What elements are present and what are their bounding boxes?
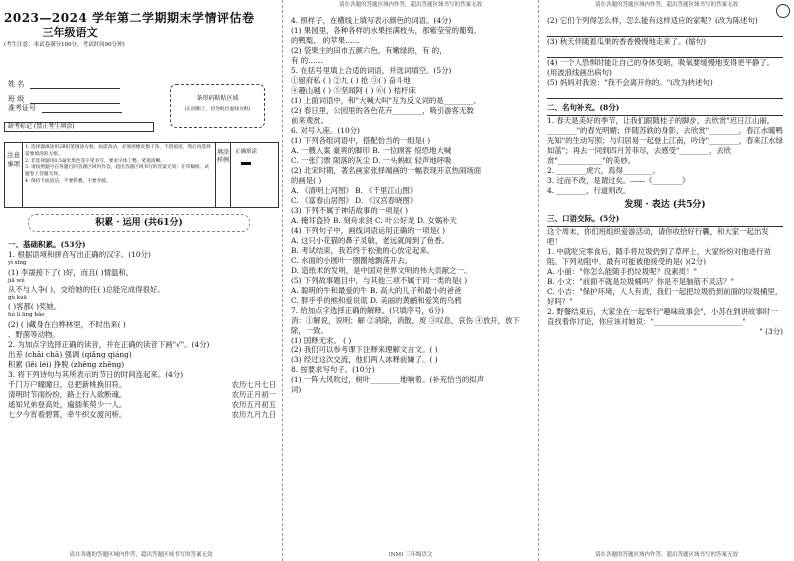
id-field[interactable]: [8, 104, 122, 113]
q1-line: (2) ( )藏身在白桦林里，不时出来( ): [8, 319, 126, 329]
q6-option: D. 造纸术的发明，是中国对世界文明的伟大贡献之一。: [291, 265, 472, 275]
q6-sub: (2) 北宋时期，著名画家张择端画的一幅表现开京热闹场面: [291, 165, 482, 175]
question-3: 3. 将下列诗句与其所表示的节日的时间连起来。(4分): [8, 369, 184, 379]
answer-line[interactable]: [547, 88, 783, 99]
q3-date: 农历正月初一: [231, 389, 276, 399]
barcode-label: 条形码粘贴区域: [196, 95, 239, 102]
section-2-heading: 二、名句补充。(8分): [547, 103, 783, 116]
q6-option: C. 水面的小圆叶一圈圈地飘荡开去。: [291, 255, 412, 265]
missing-exam-mark: 缺考标记 (禁止考生填涂): [4, 122, 154, 132]
filled-mark-icon: [241, 162, 251, 165]
q7-item: (2) 我们可以参考课下注释来理解文言文。( ): [291, 345, 438, 355]
q5-sub: (2) 春日里，公园里的各色花卉________，吸引游客无数: [291, 105, 474, 115]
q7-item: (1) 国释无求。 ( ): [291, 335, 352, 345]
rule-item: 3. 请按照题号在各题目的答题区域内作答，超出答题区域书写的答案无效；在草稿纸、试题卷上答题无效。: [25, 165, 210, 178]
question-4: 4. 照样子，在横线上填写表示颜色的词语。(4分): [291, 16, 452, 25]
q8-sub: 词): [291, 385, 302, 395]
q6-sub: (3) 下列不属于神话故事的一项是( ): [291, 205, 409, 215]
pinyin-line: hú lì líng hǎo: [8, 312, 45, 319]
q6-option: C. 胖乎乎的熊和爱说谎 D. 美丽的黄鹂和爱笑的乌鸦: [291, 295, 462, 305]
oral-heading: 三、口语交际。(5分): [547, 214, 783, 227]
question-6: 6. 对号入座。(10分): [291, 125, 360, 135]
oral-q1: 1. 中就吃完零食后，随手将垃圾扔到了草坪上，大家纷纷对他进行劝阻。下列劝阻中，最有可能被他接受的是( )(2分): [547, 247, 771, 267]
q4-line: 有 的……: [291, 55, 323, 65]
q3-row: [8, 410, 276, 420]
left-questions: [8, 240, 276, 420]
pinyin-line: gù kuā: [8, 294, 27, 301]
q5-sub: (1) 上面词语中，和"大喊大叫"互为反义词的是________。: [291, 95, 481, 105]
rules-label: 注意事项: [5, 143, 23, 207]
q5-sub: 前来观赏。: [291, 115, 328, 125]
rule-item: 4. 保持卡面清洁，不要折叠，不要弄破。: [25, 179, 111, 185]
q4-line: (1) 果园里，各种各样的水果挂满枝头，那紫莹莹的葡萄、: [291, 25, 482, 35]
oral-score: " (3分): [759, 327, 783, 337]
q2-items: 出差 (chāi chā) 强调 (qiǎng qiáng): [8, 349, 132, 359]
q8-sub: (3) 秋天伴随着瓜果的香香慢慢地走来了。(缩句): [547, 36, 707, 46]
oral-option: B. 小文："前面不就是垃圾桶吗？你是不是脑筋不灵活？": [547, 277, 734, 287]
q7-item: (3) 经过这次交流，他们两人冰释前嫌了。( ): [291, 355, 438, 365]
q8-sub: (1) 一阵大风吹过，树叶________地响着。(补充恰当的拟声: [291, 375, 485, 385]
fill-sample-label: 填涂样例: [215, 143, 231, 207]
rules-box: [4, 142, 279, 208]
q3-poem: 清明时节雨纷纷，路上行人欲断魂。: [8, 389, 127, 399]
q9-sub: 2. ________虎穴，焉得________。: [547, 165, 660, 175]
q3-row: [8, 400, 276, 410]
q3-date: 农历九月九日: [231, 409, 276, 419]
q3-date: 农历五月初五: [231, 399, 276, 409]
left-column: [0, 0, 283, 561]
pinyin-line: jiā wǔ: [8, 277, 25, 284]
answer-line[interactable]: [547, 47, 783, 58]
q9-sub: 1. 春天是美好的季节，让我们跟随桂子的脚步，去欣赏"迟日江山丽，________"的春光明媚；伴随苏轶的身影，去欣赏"________，春江水暖鸭先知"的生动写照；与归居易一起登上江南，吟诗"________，春来江水绿如蓝"；再去一同到四月芳菲尽，去感受"________，去欣赏"____________"的美妙。: [547, 116, 783, 165]
barcode-note: (正面朝上，切勿贴出虚线方框): [184, 107, 251, 113]
q3-row: [8, 390, 276, 400]
q9-sub: 4. ________，行道则改。: [547, 185, 631, 195]
section-banner-2: 发现 · 表达 (共5分): [624, 199, 706, 210]
question-5: 5. 在括号里填上合适的词语，并选词填空。(5分): [291, 65, 452, 75]
q3-row: [8, 380, 276, 390]
q1-line: (1) 李晟接下了( )好，而且( )情温和，: [8, 267, 134, 277]
right-questions: [547, 16, 783, 337]
q6-sub: (4) 下列句子中，画线词语运用正确的一项是( ): [291, 225, 445, 235]
q3-poem: 遥知兄弟登高处，遍插茱萸少一人。: [8, 399, 127, 409]
q8-sub: (4) 一个人恐惧时能让自己的身体变暗，吸氧要缓慢地变得更平静了。(用波浪线画出病句): [547, 57, 775, 77]
q1-line: 从不与人争( )，交给她的任( )总能完成得很好。: [8, 284, 165, 294]
exam-subtitle: 三年级语文: [42, 26, 98, 39]
q6-sub: (5) 下列故事题目中，与其他三项不属于同一类的是( ): [291, 275, 468, 285]
q4-line: 的鸭梨、 的苹果……: [291, 35, 360, 45]
question-7: 7. 给加点字选择正确的解释。(只填序号，6分): [291, 305, 444, 315]
q7-options: 消：①解说，说明；解 ②消除，消散，废 ③叹息，哀伤 ④放开，放下: [291, 315, 520, 325]
name-field[interactable]: [8, 80, 120, 89]
basic-heading: 一、基础积累。(53分): [8, 240, 86, 249]
rule-item: 2. 非选择题用0.5毫米黑色签字笔书写，要求字体工整、笔迹清晰。: [25, 158, 165, 164]
q6-option: C. 《富春山居图》 D. 《汉宫春晓图》: [291, 195, 418, 205]
q7-options: 除，一致。: [291, 325, 328, 335]
q6-option: A. 聪明的牛和最爱的牛 B. 高大的儿子和最小的爸爸: [291, 285, 462, 295]
rules-text: [25, 145, 213, 186]
q3-poem: 七夕今宵看碧霄，牵牛织女渡河桥。: [8, 409, 127, 419]
oral-option: A. 小丽："你怎么能随手扔垃圾呢？没素质！": [547, 267, 697, 277]
middle-column: [283, 0, 539, 561]
fill-correct-label: 正确填涂: [235, 149, 258, 155]
q2-items: 积累 (lěi léi) 挣脱 (zhèng zhēng): [8, 359, 125, 369]
q1-line: ( )客都( )奖她。: [8, 302, 62, 312]
header-notice-right: 请在各题的答题区域内作答，超出答题区域书写的答案无效: [594, 2, 738, 8]
q1-line: 、野菌等动物。: [8, 329, 60, 339]
oral-intro: 这个周末，你们班组织爱游活动，请你收拾好行囊，和大家一起出发吧！: [547, 227, 769, 247]
q6-option: A. 这只小花猫的鼻子灵敏，老远就闻到了鱼香。: [291, 235, 449, 245]
q4-line: (2) 袋果主的田市五颜六色，有嫩绿的，有 的，: [291, 45, 447, 55]
exam-title: 2023—2024 学年第二学期期末学情评估卷: [4, 11, 255, 25]
q6-sub: (1) 下列各组词语中，搭配恰当的一组是( ): [291, 135, 431, 145]
question-8: 8. 按要求写句子。(10分): [291, 365, 375, 375]
footer-notice-right: 请在各题的答题区域内作答，超出答题区域书写的答案无效: [594, 551, 738, 558]
right-column: [539, 0, 794, 561]
q6-option: A. 掩耳盗铃 B. 刻舟求剑 C. 叶公好龙 D. 女娲补天: [291, 215, 457, 225]
q6-option: A. 一艘入案 豪爽的脚印 B. 一位顾客 惊恐地大喊: [291, 145, 452, 155]
header-notice-middle: 请在各题的答题区域内作答，超出答题区域书写的答案无效: [338, 2, 482, 8]
question-1: 1. 根据语境和拼音写出正确的汉字。(10分): [8, 250, 151, 260]
section-banner-1: 积累 · 运用 (共61分): [28, 214, 250, 232]
question-2: 2. 为加点字选择正确的读音，并在正确的读音下画"√"。(4分): [8, 339, 210, 349]
q6-option: B. 考试结束，我若终于松弛的心放定起来。: [291, 245, 435, 255]
rule-item: 1. 选择题填涂用2B铅笔填涂方框，如需改动，必须用橡皮擦干净，不留痕迹，然后再选择需要填涂的方框。: [25, 145, 211, 157]
q6-option: C. 一张门票 陨落的灰尘 D. 一头蚂蚁 轻声地呼吸: [291, 155, 452, 165]
q3-date: 农历七月七日: [231, 379, 276, 389]
barcode-area: [170, 84, 265, 128]
q3-poem: 千门万户曈曈日，总把新桃换旧符。: [8, 379, 127, 389]
pinyin-line: yì xīng: [8, 260, 27, 267]
footer-notice-left: 请在各题的答题区域内作答，超出答题区域书写的答案无效: [69, 551, 213, 558]
q5-row: ④趣山越 ( ) ⑤坚闻阿 ( ) ⑥( ) 桔杆床: [291, 85, 416, 95]
class-label: 班 级: [8, 95, 25, 103]
q8-sub: (5) 妈妈对我说："我不会离开你的。"(改为转述句): [547, 77, 713, 87]
id-label: 准考证号: [8, 104, 36, 112]
name-label: 姓 名: [8, 80, 25, 88]
q8-sub: (2) 它们个列得怎么样，怎么能有这样适应的家呢？(改为陈述句): [547, 16, 758, 25]
fill-correct: [235, 149, 257, 165]
q5-row: ①留府私 ( ) ②九 ( ) 抢 ③( ) 奋斗地: [291, 75, 411, 85]
q6-option: A. 《清明上河图》 B. 《千里江山图》: [291, 185, 417, 195]
middle-questions: [291, 16, 533, 395]
answer-line[interactable]: [547, 26, 783, 37]
exam-note: (考生注意：本试卷满分100分，考试时间90分钟): [4, 42, 125, 48]
oral-option: C. 小吉："保护环境，人人有责，我们一起把垃圾扔到前面的垃圾桶里，好吗？": [547, 287, 783, 307]
footer-center: (NM) 三年级语文: [388, 551, 433, 558]
q6-sub: 的画是( ): [291, 175, 322, 185]
q9-sub: 3. 过而不改，是谓过矣。——《________》: [547, 175, 690, 185]
oral-q2: 2. 野餐结束后，大家坐在一起举行"趣味故事会"，小苏在到讲故事时一直找着你讨论，你应该对她说："________________________": [547, 307, 778, 327]
